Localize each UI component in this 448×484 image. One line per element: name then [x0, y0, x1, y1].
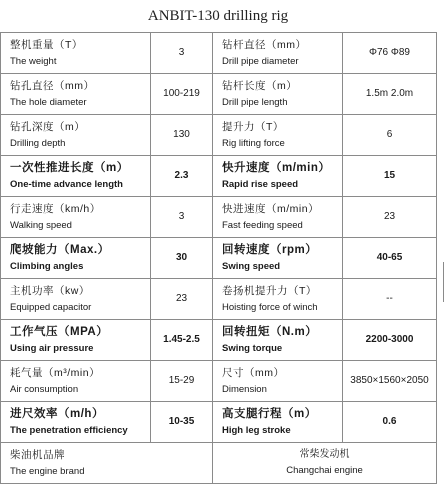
- spec-title: ANBIT-130 drilling rig: [147, 7, 289, 24]
- right-param-zh: 快升速度（m/min）: [222, 161, 331, 174]
- right-param-zh: 高支腿行程（m）: [222, 407, 317, 420]
- right-value-text: --: [386, 292, 393, 304]
- right-value-text: 15: [383, 169, 396, 181]
- left-param-en: The penetration efficiency: [10, 425, 128, 437]
- left-param-value: [151, 402, 213, 443]
- spec-row: [1, 74, 437, 115]
- left-param-value: [151, 361, 213, 402]
- left-param-value: [151, 115, 213, 156]
- right-param-zh: 回转扭矩（N.m）: [222, 325, 318, 338]
- left-param-label: [1, 320, 151, 361]
- left-param-zh: 主机功率（kw）: [10, 284, 90, 297]
- right-param-zh: 快进速度（m/min）: [222, 202, 320, 215]
- spec-row: [1, 33, 437, 74]
- right-value-text: 6: [386, 128, 393, 140]
- left-param-label: [1, 361, 151, 402]
- left-value-text: 15-29: [168, 374, 195, 386]
- left-param-zh: 钻孔直径（mm）: [10, 79, 95, 92]
- left-param-label: [1, 115, 151, 156]
- left-param-value: [151, 156, 213, 197]
- right-value-text: 0.6: [382, 415, 397, 427]
- left-value-text: 3: [178, 210, 185, 222]
- right-param-label: [213, 279, 343, 320]
- right-param-en: Swing speed: [222, 261, 281, 273]
- right-param-label: [213, 33, 343, 74]
- right-param-value: [343, 238, 437, 279]
- right-value-text: Φ76 Φ89: [369, 46, 410, 58]
- left-value-text: 100-219: [163, 87, 200, 99]
- right-param-label: [213, 320, 343, 361]
- left-param-label: [1, 74, 151, 115]
- left-value-text: 23: [175, 292, 188, 304]
- right-param-zh: 尺寸（mm）: [222, 366, 285, 379]
- right-param-en: Fast feeding speed: [222, 219, 303, 231]
- left-value-text: 3: [178, 46, 185, 58]
- engine-brand-row: [1, 443, 437, 484]
- right-param-zh: 回转速度（rpm）: [222, 243, 318, 256]
- left-param-label: [1, 279, 151, 320]
- left-param-value: [151, 320, 213, 361]
- left-param-zh: 工作气压（MPA）: [10, 325, 109, 338]
- right-param-en: Drill pipe diameter: [222, 55, 299, 67]
- spec-row: [1, 115, 437, 156]
- spec-row: [1, 279, 437, 320]
- right-value-text: 1.5m 2.0m: [365, 87, 414, 99]
- left-param-value: [151, 33, 213, 74]
- left-value-text: 130: [173, 128, 190, 140]
- left-value-text: 2.3: [174, 169, 189, 181]
- right-param-en: Swing torque: [222, 343, 283, 355]
- left-param-en: Climbing angles: [10, 261, 84, 273]
- left-param-label: [1, 197, 151, 238]
- left-param-zh: 行走速度（km/h）: [10, 202, 101, 215]
- left-param-en: Walking speed: [10, 219, 72, 231]
- left-param-zh: 耗气量（m³/min）: [10, 366, 101, 379]
- spec-table: [0, 32, 437, 484]
- right-value-text: 2200-3000: [365, 333, 414, 345]
- right-param-label: [213, 402, 343, 443]
- right-value-text: 40-65: [376, 251, 403, 263]
- left-param-value: [151, 74, 213, 115]
- table-edge-line: [443, 262, 444, 302]
- spec-row: [1, 402, 437, 443]
- right-param-value: [343, 74, 437, 115]
- left-param-zh: 钻孔深度（m）: [10, 120, 86, 133]
- left-param-en: One-time advance length: [10, 179, 123, 191]
- right-param-label: [213, 74, 343, 115]
- left-param-en: Using air pressure: [10, 343, 94, 355]
- right-param-zh: 钻杆长度（m）: [222, 79, 298, 92]
- right-param-zh: 卷扬机提升力（T）: [222, 284, 317, 297]
- left-param-en: The weight: [10, 55, 57, 67]
- engine-brand-value-zh: 常柴发动机: [299, 448, 350, 460]
- left-value-text: 10-35: [168, 415, 195, 427]
- left-param-value: [151, 238, 213, 279]
- engine-brand-label-zh: 柴油机品牌: [10, 448, 65, 461]
- left-value-text: 30: [175, 251, 188, 263]
- right-param-value: [343, 197, 437, 238]
- left-param-en: Equipped capacitor: [10, 301, 92, 313]
- engine-brand-value: [213, 443, 437, 484]
- spec-row: [1, 197, 437, 238]
- right-param-label: [213, 197, 343, 238]
- engine-brand-label-en: The engine brand: [10, 465, 85, 477]
- right-param-en: Hoisting force of winch: [222, 301, 318, 313]
- left-param-zh: 爬坡能力（Max.）: [10, 243, 110, 256]
- right-param-value: [343, 279, 437, 320]
- left-value-text: 1.45-2.5: [163, 333, 200, 345]
- right-param-en: Drill pipe length: [222, 96, 288, 108]
- right-param-en: Dimension: [222, 383, 267, 395]
- left-param-en: The hole diameter: [10, 96, 87, 108]
- left-param-label: [1, 33, 151, 74]
- right-param-value: [343, 320, 437, 361]
- left-param-value: [151, 197, 213, 238]
- right-param-value: [343, 361, 437, 402]
- right-param-value: [343, 115, 437, 156]
- right-value-text: 3850×1560×2050: [350, 374, 429, 386]
- right-value-text: 23: [383, 210, 396, 222]
- spec-row: [1, 361, 437, 402]
- left-param-label: [1, 402, 151, 443]
- right-param-label: [213, 361, 343, 402]
- right-param-label: [213, 238, 343, 279]
- spec-row: [1, 320, 437, 361]
- left-param-zh: 进尺效率（m/h）: [10, 407, 104, 420]
- right-param-zh: 提升力（T）: [222, 120, 284, 133]
- right-param-en: Rapid rise speed: [222, 179, 299, 191]
- left-param-label: [1, 238, 151, 279]
- left-param-zh: 整机重量（T）: [10, 38, 83, 51]
- left-param-label: [1, 156, 151, 197]
- right-param-zh: 钻杆直径（mm）: [222, 38, 307, 51]
- left-param-en: Drilling depth: [10, 137, 66, 149]
- right-param-en: Rig lifting force: [222, 137, 285, 149]
- right-param-en: High leg stroke: [222, 425, 291, 437]
- right-param-value: [343, 33, 437, 74]
- engine-brand-label: [1, 443, 213, 484]
- right-param-value: [343, 156, 437, 197]
- left-param-en: Air consumption: [10, 383, 79, 395]
- left-param-value: [151, 279, 213, 320]
- right-param-label: [213, 115, 343, 156]
- engine-brand-value-en: Changchai engine: [286, 465, 363, 477]
- spec-row: [1, 156, 437, 197]
- left-param-zh: 一次性推进长度（m）: [10, 161, 129, 174]
- right-param-label: [213, 156, 343, 197]
- right-param-value: [343, 402, 437, 443]
- spec-row: [1, 238, 437, 279]
